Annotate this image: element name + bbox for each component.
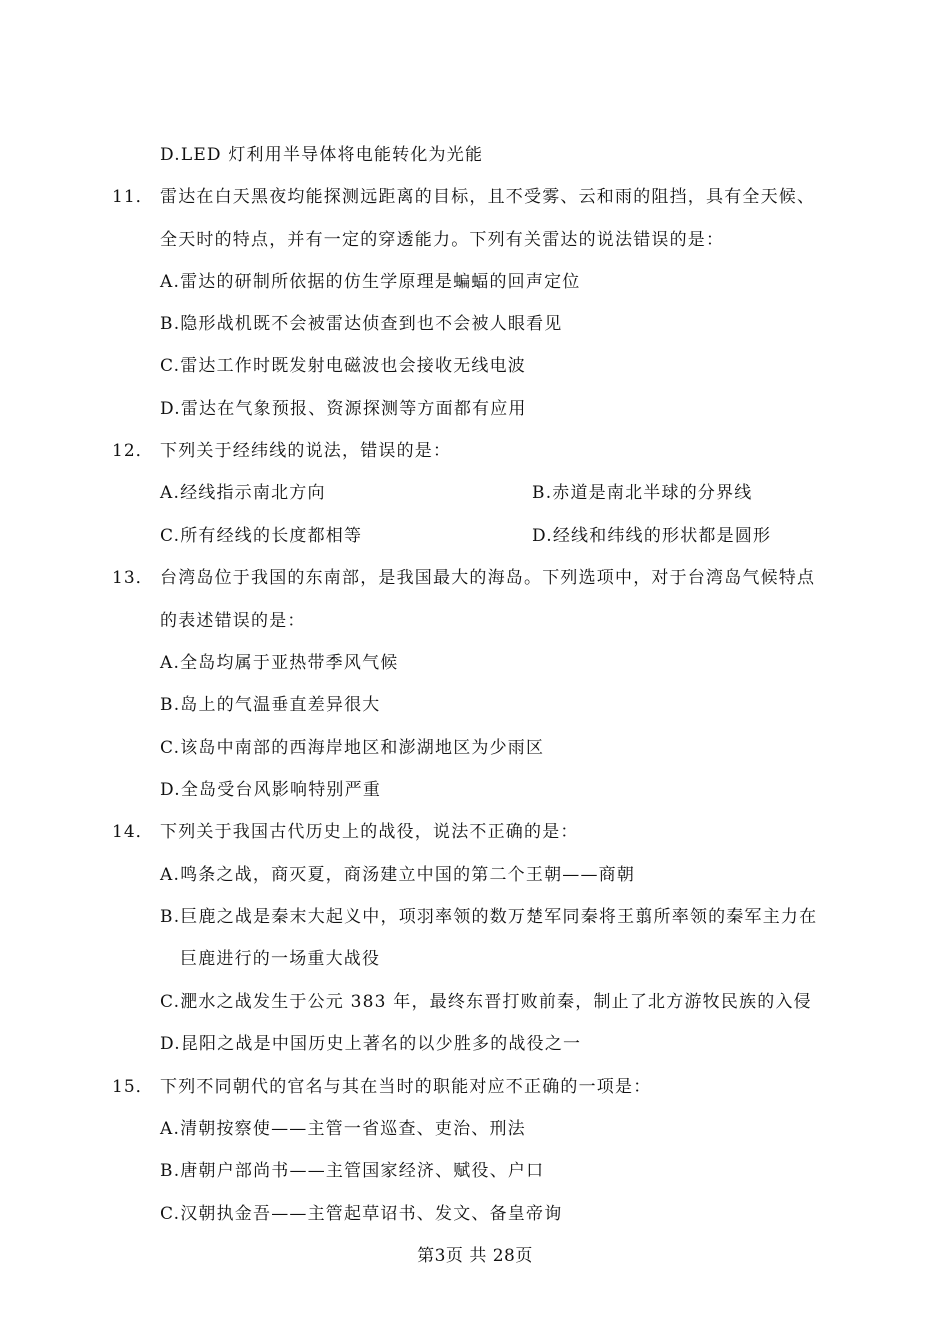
q14-option-d: D.昆阳之战是中国历史上著名的以少胜多的战役之一 [160,1034,582,1054]
q11-option-b: B.隐形战机既不会被雷达侦查到也不会被人眼看见 [160,314,563,334]
q12-number: 12． [112,441,154,461]
q14-option-a: A.鸣条之战，商灭夏，商汤建立中国的第二个王朝——商朝 [160,865,636,885]
q11-option-d: D.雷达在气象预报、资源探测等方面都有应用 [160,399,527,419]
q12-stem-line1: 下列关于经纬线的说法，错误的是： [160,441,452,461]
page-footer: 第3页 共 28页 [417,1246,533,1266]
q10-option-d: D.LED 灯利用半导体将电能转化为光能 [160,145,484,165]
q14-stem-line1: 下列关于我国古代历史上的战役，说法不正确的是： [160,822,579,842]
q11-stem-line2: 全天时的特点，并有一定的穿透能力。下列有关雷达的说法错误的是： [160,230,725,250]
q15-stem-line1: 下列不同朝代的官名与其在当时的职能对应不正确的一项是： [160,1077,652,1097]
q11-option-a: A.雷达的研制所依据的仿生学原理是蝙蝠的回声定位 [160,272,581,292]
q12-option-b: B.赤道是南北半球的分界线 [532,483,753,503]
q12-option-c: C.所有经线的长度都相等 [160,526,363,546]
q15-option-b: B.唐朝户部尚书——主管国家经济、赋役、户口 [160,1161,545,1181]
q11-option-c: C.雷达工作时既发射电磁波也会接收无线电波 [160,356,527,376]
q12-option-a: A.经线指示南北方向 [160,483,326,503]
q15-number: 15． [112,1077,154,1097]
q14-option-b-line2: 巨鹿进行的一场重大战役 [180,949,381,969]
q13-option-d: D.全岛受台风影响特别严重 [160,780,382,800]
q13-stem-line1: 台湾岛位于我国的东南部，是我国最大的海岛。下列选项中，对于台湾岛气候特点 [160,568,816,588]
q12-option-d: D.经线和纬线的形状都是圆形 [532,526,772,546]
q15-option-c: C.汉朝执金吾——主管起草诏书、发文、备皇帝询 [160,1204,563,1224]
q11-number: 11． [112,187,154,207]
q15-option-a: A.清朝按察使——主管一省巡查、吏治、刑法 [160,1119,526,1139]
q11-stem-line1: 雷达在白天黑夜均能探测远距离的目标，且不受雾、云和雨的阻挡，具有全天候、 [160,187,816,207]
q13-number: 13． [112,568,154,588]
q14-option-c: C.淝水之战发生于公元 383 年，最终东晋打败前秦，制止了北方游牧民族的入侵 [160,992,812,1012]
q14-option-b-line1: B.巨鹿之战是秦末大起义中，项羽率领的数万楚军同秦将王翦所率领的秦军主力在 [160,907,818,927]
q13-option-a: A.全岛均属于亚热带季风气候 [160,653,399,673]
q13-option-c: C.该岛中南部的西海岸地区和澎湖地区为少雨区 [160,738,545,758]
q14-number: 14． [112,822,154,842]
q13-option-b: B.岛上的气温垂直差异很大 [160,695,381,715]
q13-stem-line2: 的表述错误的是： [160,611,306,631]
